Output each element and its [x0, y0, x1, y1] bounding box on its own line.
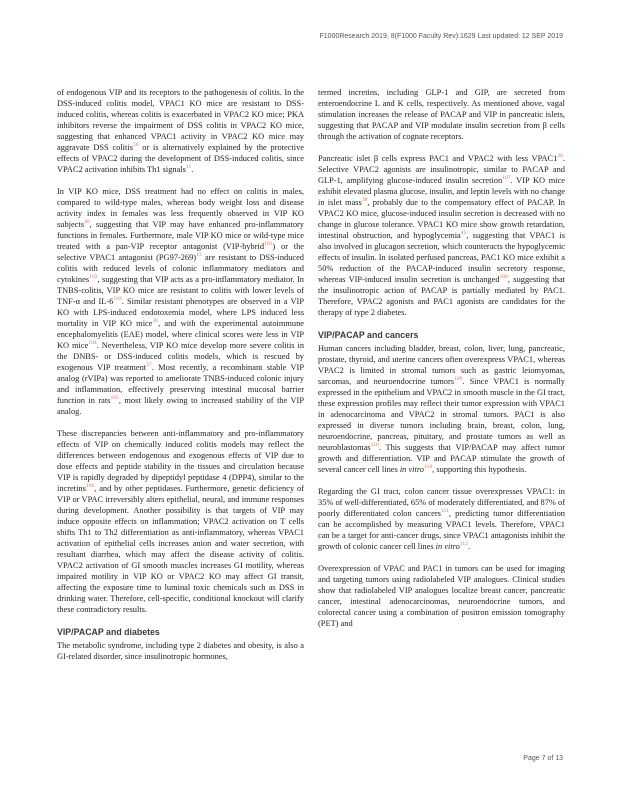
reference-link[interactable]: 36: [152, 318, 159, 325]
column-left: [57, 87, 304, 673]
italic-text: in vitro: [399, 465, 424, 474]
italic-text: in vitro: [435, 542, 460, 551]
paragraph: [318, 343, 565, 475]
section-heading: VIP/PACAP and cancers: [318, 330, 419, 340]
text-run: , predicting tumor differentiation can be accomplished by measuring VPAC1 levels. Therefore, VPAC1 can be a target for anti-cancer drugs, since VPAC1 antagonists inhibit the growth of colonic cancer cell lines: [318, 509, 565, 551]
text-run: , suggesting that the insulinotropic action of PACAP is partially mediated by PAC1. Therefore, VPAC2 agonists and PAC1 agonists are candidates for the therapy of type 2 diabetes.: [318, 275, 565, 317]
text-run: ) or the selective VPAC1 antagonist (PG97-269): [57, 242, 305, 262]
section-heading: VIP/PACAP and diabetes: [57, 627, 160, 637]
text-run: of endogenous VIP and its receptors to the pathogenesis of colitis. In the DSS-induced colitis model, VPAC1 KO mice are resistant to DSS-induced colitis, whereas colitis is exacerbated in VPAC2 KO mice; PKA inhibitors reverse the impairment of DSS colitis in VPAC2 KO mice, suggesting that enhanced VPAC1 activity in VPAC2 KO mice may aggravate DSS colitis: [57, 88, 304, 152]
reference-link[interactable]: 104: [88, 340, 97, 347]
reference-link[interactable]: 112: [459, 541, 468, 548]
reference-link[interactable]: 56: [132, 142, 139, 149]
reference-link[interactable]: 37: [146, 362, 152, 369]
text-run: .: [467, 542, 471, 551]
text-run: , supporting this hypothesis.: [432, 465, 527, 474]
reference-link[interactable]: 111: [440, 508, 449, 515]
text-run: Human cancers including bladder, breast, colon, liver, lung, pancreatic, prostate, thyroid, and uterine cancers often overexpress VPAC1, whereas VPAC2 is limited in stromal tumors such as gastric leiomyomas, sarcomas, and neuroendocrine tumors: [318, 344, 565, 386]
text-run: Overexpression of VPAC and PAC1 in tumors can be used for imaging and targeting tumors using radiolabeled VIP analogues. Clinical studies show that radiolabeled VIP analogues localize breast cancer, pancreatic cancer, intestinal adenocarcinomas, neuroendocrine tumors, and colorectal cancer using a combination of positron emission tomography (PET) and: [318, 564, 565, 628]
text-run: , most likely owing to increased stability of the VIP analog.: [57, 396, 304, 416]
reference-link[interactable]: 109: [454, 376, 463, 383]
reference-link[interactable]: 38: [361, 197, 368, 204]
text-run: In VIP KO mice, DSS treatment had no effect on colitis in males, compared to wild-type males, whereas body weight loss and disease activity index in females was less frequently observed in VIP KO subjects: [57, 187, 304, 229]
reference-link[interactable]: 110: [370, 442, 379, 449]
text-run: , suggesting that VIP acts as a pro-inflammatory mediator. In TNBS-colitis, VIP KO mice are resistant to colitis with lower levels of TNF-α and IL-6: [57, 275, 304, 306]
text-run: . Similar resistant phenotypes are observed in a VIP KO with LPS-induced endotoxemia model, where LPS induced less mortality in VIP KO mice: [57, 297, 304, 328]
text-run: or is alternatively explained by the protective effects of VPAC2 during the development of DSS-induced colitis, since VPAC2 activation inhibits Th1 signals: [57, 143, 304, 174]
reference-link[interactable]: 13: [196, 252, 202, 259]
paragraph: [57, 428, 304, 615]
text-run: . Selective VPAC2 agonists are insulinotropic, similar to PACAP and GLP-1, amplifying glucose-induced insulin secretion: [318, 154, 565, 185]
text-run: Pancreatic islet β cells express PAC1 and VPAC2 with less VPAC1: [318, 154, 558, 163]
reference-link[interactable]: 106: [85, 483, 95, 490]
paragraph: [318, 153, 565, 318]
paragraph: [57, 640, 304, 662]
text-run: , suggesting that VPAC1 is also involved in glucagon secretion, which counteracts the hypoglycemic effects of insulin. In isolated perfused pancreas, PAC1 KO mice exhibit a 50% reduction of the PACAP-induced insulin secretory response, whereas VIP-induced insulin secretion is unchanged: [318, 231, 565, 284]
reference-link[interactable]: 101: [264, 241, 273, 248]
paragraph: [318, 87, 565, 142]
paragraph: [57, 186, 304, 417]
text-run: , suggesting that VIP may have enhanced pro-inflammatory functions in females. Furthermore, male VIP KO mice or wild-type mice treated with a pan-VIP receptor antagonist (VIP-hybrid: [57, 220, 304, 251]
text-run: The metabolic syndrome, including type 2 diabetes and obesity, is also a GI-related disorder, since insulinotropic hormones,: [57, 641, 304, 661]
text-run: , and with the experimental autoimmune encephalomyelitis (EAE) model, where clinical scores were less in VIP KO mice: [57, 319, 305, 350]
text-run: These discrepancies between anti-inflammatory and pro-inflammatory effects of VIP on chemically induced colitis models may reflect the differences between endogenous and exogenous effects of VIP due to dose effects and peptide stability in the tissues and circulation because VIP is rapidly degraded by dipeptidyl peptidase 4 (DPP4), similar to the incretins: [57, 429, 304, 493]
text-run: are resistant to DSS-induced colitis with reduced levels of colonic inflammatory mediators and cytokines: [57, 253, 304, 284]
text-run: . This suggests that VIP/PACAP may affect tumor growth and differentiation. VIP and PACAP stimulate the growth of several cancer cell lines: [318, 443, 565, 474]
text-run: .: [191, 165, 194, 174]
paragraph: [318, 563, 565, 629]
reference-link[interactable]: 28: [557, 153, 563, 160]
reference-link[interactable]: 105: [110, 395, 119, 402]
text-run: , and by other peptidases. Furthermore, genetic deficiency of VIP or VPAC irreversibly alters epithelial, neural, and immune responses during development. Another possibility is that targets of VIP may induce opposite effects on inflammation; VPAC2 activation on T cells shifts Th1 to Th2 differentiation as anti-inflammatory, whereas VPAC1 activation of epithelial cells increases anion and water secretion, with resultant diarrhea, which may affect the disease activity of colitis. VPAC2 activation of GI smooth muscles increases GI motility, whereas impaired motility in VIP KO or VPAC2 KO may affect GI transit, affecting the exposure time to luminal toxic chemicals such as DSS in drinking water. Therefore, cell-specific, conditional knockout will clarify these contradictory results.: [57, 484, 304, 614]
text-run: termed incretins, including GLP-1 and GIP, are secreted from enteroendocrine L and K cells, respectively. As mentioned above, vagal stimulation increases the release of PACAP and VIP in pancreatic islets, suggesting that PACAP and VIP modulate insulin secretion from β cells through the activation of cognate receptors.: [318, 88, 565, 141]
footer-page-number: Page 7 of 13: [523, 755, 563, 762]
reference-link[interactable]: 110: [423, 464, 433, 471]
reference-link[interactable]: 108: [499, 274, 508, 281]
article-body: [57, 87, 565, 673]
text-run: . Since VPAC1 is normally expressed in the epithelium and VPAC2 in smooth muscle in the GI tract, these expression profiles may reflect their tumor expression with VPAC1 in adenocarcinoma and VPAC2 in stromal tumors. PAC1 is also expressed in diverse tumors including brain, breast, colon, lung, neuroendocrine, pancreas, pituitary, and prostate tumors as well as neuroblastomas: [318, 377, 565, 452]
text-run: . VIP KO mice exhibit elevated plasma glucose, insulin, and leptin levels with no change in islet mass: [318, 176, 565, 207]
reference-link[interactable]: 103: [113, 296, 122, 303]
header-citation: F1000Research 2019, 8(F1000 Faculty Rev):1629 Last updated: 12 SEP 2019: [319, 33, 563, 40]
text-run: Regarding the GI tract, colon cancer tissue overexpresses VPAC1: in 35% of well-differentiated, 65% of moderately differentiated, and 87% of poorly differentiated colon cancers: [318, 487, 565, 518]
reference-link[interactable]: 102: [89, 274, 98, 281]
reference-link[interactable]: 40: [83, 219, 90, 226]
text-run: , probably due to the compensatory effect of PACAP. In VPAC2 KO mice, glucose-induced insulin secretion is decreased with no change in glucose tolerance. VPAC1 KO mice show growth retardation, intestinal obstruction, and hypoglycemia: [318, 198, 565, 240]
reference-link[interactable]: 107: [502, 175, 511, 182]
text-run: . Most recently, a recombinant stable VIP analog (rVIPa) was reported to ameliorate TNBS-induced colonic injury and inflammation, effectively preserving intestinal mucosal barrier function in rats: [57, 363, 304, 405]
reference-link[interactable]: 11: [185, 164, 192, 171]
column-right: [318, 87, 565, 673]
reference-link[interactable]: 45: [460, 230, 467, 237]
paragraph: [318, 486, 565, 552]
paragraph: [57, 87, 304, 175]
text-run: . Nevertheless, VIP KO mice develop more severe colitis in the DNBS- or DSS-induced colitis models, which is rescued by exogenous VIP treatment: [57, 341, 305, 372]
